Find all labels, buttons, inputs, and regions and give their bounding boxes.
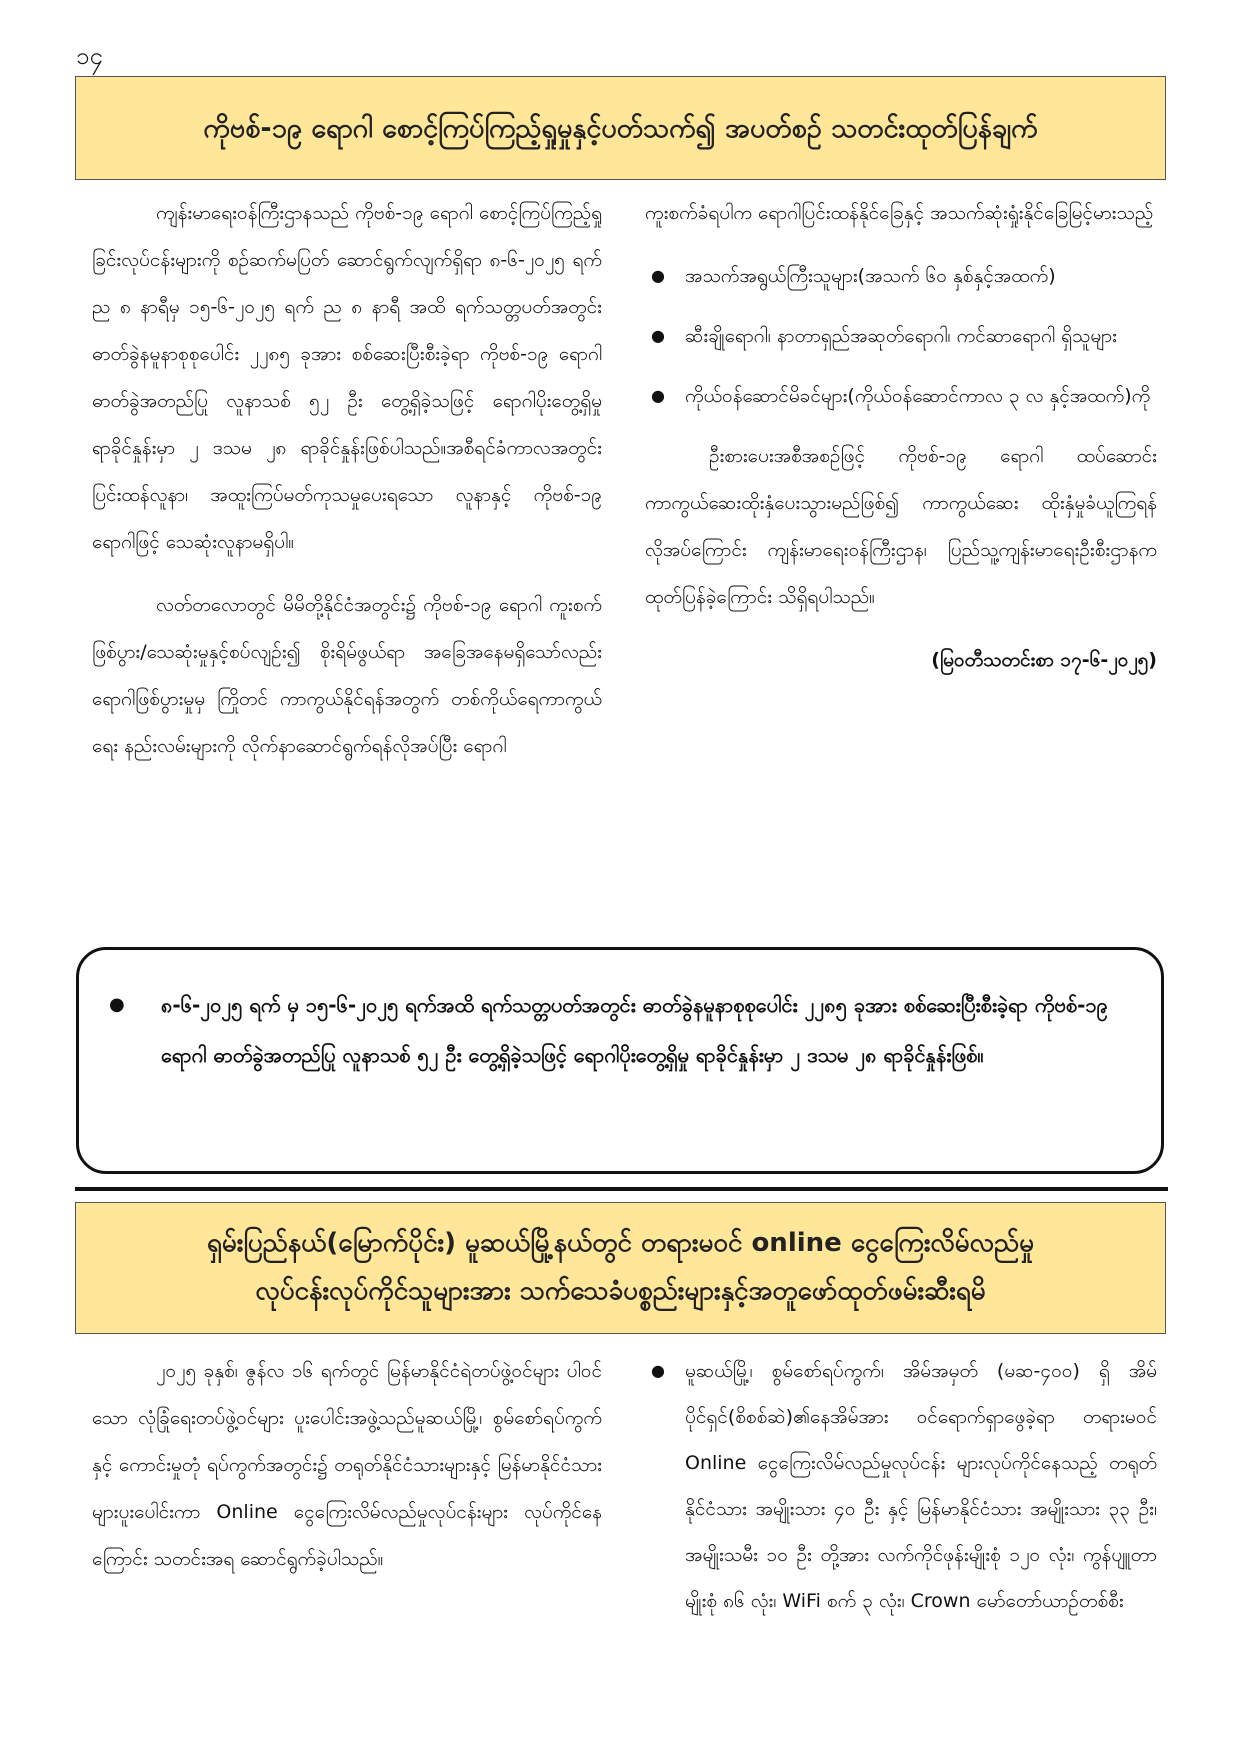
- article2-title-line-1: ရှမ်းပြည်နယ်(မြောက်ပိုင်း) မူဆယ်မြို့နယ်တွင် တရားမဝင် online ငွေကြေးလိမ်လည်မှု: [206, 1228, 1035, 1258]
- article1-right-intro: ကူးစက်ခံရပါက ရောဂါပြင်းထန်နိုင်ခြေနှင့် အသက်ဆုံးရှုံးနိုင်ခြေမြင့်မားသည့်: [645, 202, 1154, 224]
- article2-title: [75, 1202, 1166, 1334]
- article2-list: [645, 1348, 1157, 1624]
- list-item: ● ကိုယ်ဝန်ဆောင်မိခင်များ(ကိုယ်ဝန်ဆောင်ကာလ ၃ လ နှင့်အထက်)ကို: [645, 373, 1157, 419]
- article1-paragraph-2: လတ်တလောတွင် မိမိတို့နိုင်ငံအတွင်း၌ ကိုဗစ်-၁၉ ရောဂါ ကူးစက်ဖြစ်ပွား/သေဆုံးမှုနှင့်စပ်လျဉ်း၍ စိုးရိမ်ဖွယ်ရာ အခြေအနေမရှိသော်လည်း ရောဂါဖြစ်ပွားမှုမှ ကြိုတင် ကာကွယ်နိုင်ရန်အတွက် တစ်ကိုယ်ရေကာကွယ်ရေး နည်းလမ်းများကို လိုက်နာဆောင်ရွက်ရန်လိုအပ်ပြီး ရောဂါ: [92, 594, 602, 757]
- article1-title: ကိုဗစ်-၁၉ ရောဂါ စောင့်ကြပ်ကြည့်ရှုမှုနှင့်ပတ်သက်၍ အပတ်စဉ် သတင်းထုတ်ပြန်ချက်: [75, 76, 1166, 180]
- bullet-icon: ●: [651, 266, 665, 285]
- list-item: ● ဆီးချိုရောဂါ၊ နာတာရှည်အဆုတ်ရောဂါ၊ ကင်ဆာရောဂါ ရှိသူများ: [645, 313, 1157, 359]
- section-divider: [75, 1187, 1168, 1191]
- article2-right-column: [645, 1348, 1157, 1743]
- article2-title-line-2: လုပ်ငန်းလုပ်ကိုင်သူများအား သက်သေခံပစ္စည်းများနှင့်အတူဖော်ထုတ်ဖမ်းဆီးရမိ: [255, 1276, 986, 1306]
- page-number: ၁၄: [76, 42, 103, 70]
- article1-right-paragraph: ဦးစားပေးအစီအစဉ်ဖြင့် ကိုဗစ်-၁၉ ရောဂါ ထပ်ဆောင်းကာကွယ်ဆေးထိုးနှံပေးသွားမည်ဖြစ်၍ ကာကွယ်ဆေး ထိုးနှံမှုခံယူကြရန် လိုအပ်ကြောင်း ကျန်းမာရေးဝန်ကြီးဌာန၊ ပြည်သူ့ကျန်းမာရေးဦးစီးဌာနက ထုတ်ပြန်ခဲ့ကြောင်း သိရှိရပါသည်။: [645, 445, 1157, 608]
- list-item: ● မူဆယ်မြို့၊ စွမ်စော်ရပ်ကွက်၊ အိမ်အမှတ် (မဆ-၄၀၀) ရှိ အိမ်ပိုင်ရှင်(စိစစ်ဆဲ)၏နေအိမ်အား ဝင်ရောက်ရှာဖွေခဲ့ရာ တရားမဝင် Online ငွေကြေးလိမ်လည်မှုလုပ်ငန်း များလုပ်ကိုင်နေသည့် တရုတ်နိုင်ငံသား အမျိုးသား ၄၀ ဦး နှင့် မြန်မာနိုင်ငံသား အမျိုးသား ၃၃ ဦး၊ အမျိုးသမီး ၁၀ ဦး တို့အား လက်ကိုင်ဖုန်းမျိုးစုံ ၁၂၀ လုံး၊ ကွန်ပျူတာမျိုးစုံ ၈၆ လုံး၊ WiFi စက် ၃ လုံး၊ Crown မော်တော်ယာဉ်တစ်စီး: [645, 1348, 1157, 1624]
- article2-left-column: [92, 1348, 602, 1718]
- bullet-icon: ●: [651, 326, 665, 345]
- bullet-icon: ●: [651, 1361, 665, 1380]
- summary-text: ၈-၆-၂၀၂၅ ရက် မှ ၁၅-၆-၂၀၂၅ ရက်အထိ ရက်သတ္တပတ်အတွင်း ဓာတ်ခွဲနမူနာစုစုပေါင်း ၂၂၈၅ ခုအား စစ်ဆေးပြီးစီးခဲ့ရာ ကိုဗစ်-၁၉ ရောဂါ ဓာတ်ခွဲအတည်ပြု လူနာသစ် ၅၂ ဦး တွေ့ရှိခဲ့သဖြင့် ရောဂါပိုးတွေ့ရှိမှု ရာခိုင်နှုန်းမှာ ၂ ဒသမ ၂၈ ရာခိုင်နှုန်းဖြစ်။: [161, 993, 1108, 1067]
- article1-paragraph-1: ကျန်းမာရေးဝန်ကြီးဌာနသည် ကိုဗစ်-၁၉ ရောဂါ စောင့်ကြပ်ကြည့်ရှုခြင်းလုပ်ငန်းများကို စဉ်ဆက်မပြတ် ဆောင်ရွက်လျက်ရှိရာ ၈-၆-၂၀၂၅ ရက် ည ၈ နာရီမှ ၁၅-၆-၂၀၂၅ ရက် ည ၈ နာရီ အထိ ရက်သတ္တပတ်အတွင်း ဓာတ်ခွဲနမူနာစုစုပေါင်း ၂၂၈၅ ခုအား စစ်ဆေးပြီးစီးခဲ့ရာ ကိုဗစ်-၁၉ ရောဂါ ဓာတ်ခွဲအတည်ပြု လူနာသစ် ၅၂ ဦး တွေ့ရှိခဲ့သဖြင့် ရောဂါပိုးတွေ့ရှိမှု ရာခိုင်နှုန်းမှာ ၂ ဒသမ ၂၈ ရာခိုင်နှုန်းဖြစ်ပါသည်။အစီရင်ခံကာလအတွင်း ပြင်းထန်လူနာ၊ အထူးကြပ်မတ်ကုသမှုပေးရသော လူနာနှင့် ကိုဗစ်-၁၉ ရောဂါဖြင့် သေဆုံးလူနာမရှိပါ။: [92, 202, 602, 553]
- article1-left-column: [92, 190, 602, 910]
- risk-group-list: [645, 253, 1157, 419]
- bullet-icon: ●: [109, 994, 125, 1015]
- article2-paragraph: ၂၀၂၅ ခုနှစ်၊ ဇွန်လ ၁၆ ရက်တွင် မြန်မာနိုင်ငံရဲတပ်ဖွဲ့ဝင်များ ပါဝင်သော လုံခြုံရေးတပ်ဖွဲ့ဝင်များ ပူးပေါင်းအဖွဲ့သည်မူဆယ်မြို့၊ စွမ်စော်ရပ်ကွက်နှင့် ကောင်းမှုတုံ ရပ်ကွက်အတွင်း၌ တရုတ်နိုင်ငံသားများနှင့် မြန်မာနိုင်ငံသား များပူးပေါင်းကာ Online ငွေကြေးလိမ်လည်မှုလုပ်ငန်းများ လုပ်ကိုင်နေကြောင်း သတင်းအရ ဆောင်ရွက်ခဲ့ပါသည်။: [92, 1360, 602, 1570]
- article1-right-column: [645, 190, 1157, 910]
- list-item: ● အသက်အရွယ်ကြီးသူများ(အသက် ၆၀ နှစ်နှင့်အထက်): [645, 253, 1157, 299]
- article1-source: (မြဝတီသတင်းစာ ၁၇-၆-၂၀၂၅): [931, 649, 1157, 671]
- summary-box: [76, 947, 1164, 1174]
- bullet-icon: ●: [651, 386, 665, 405]
